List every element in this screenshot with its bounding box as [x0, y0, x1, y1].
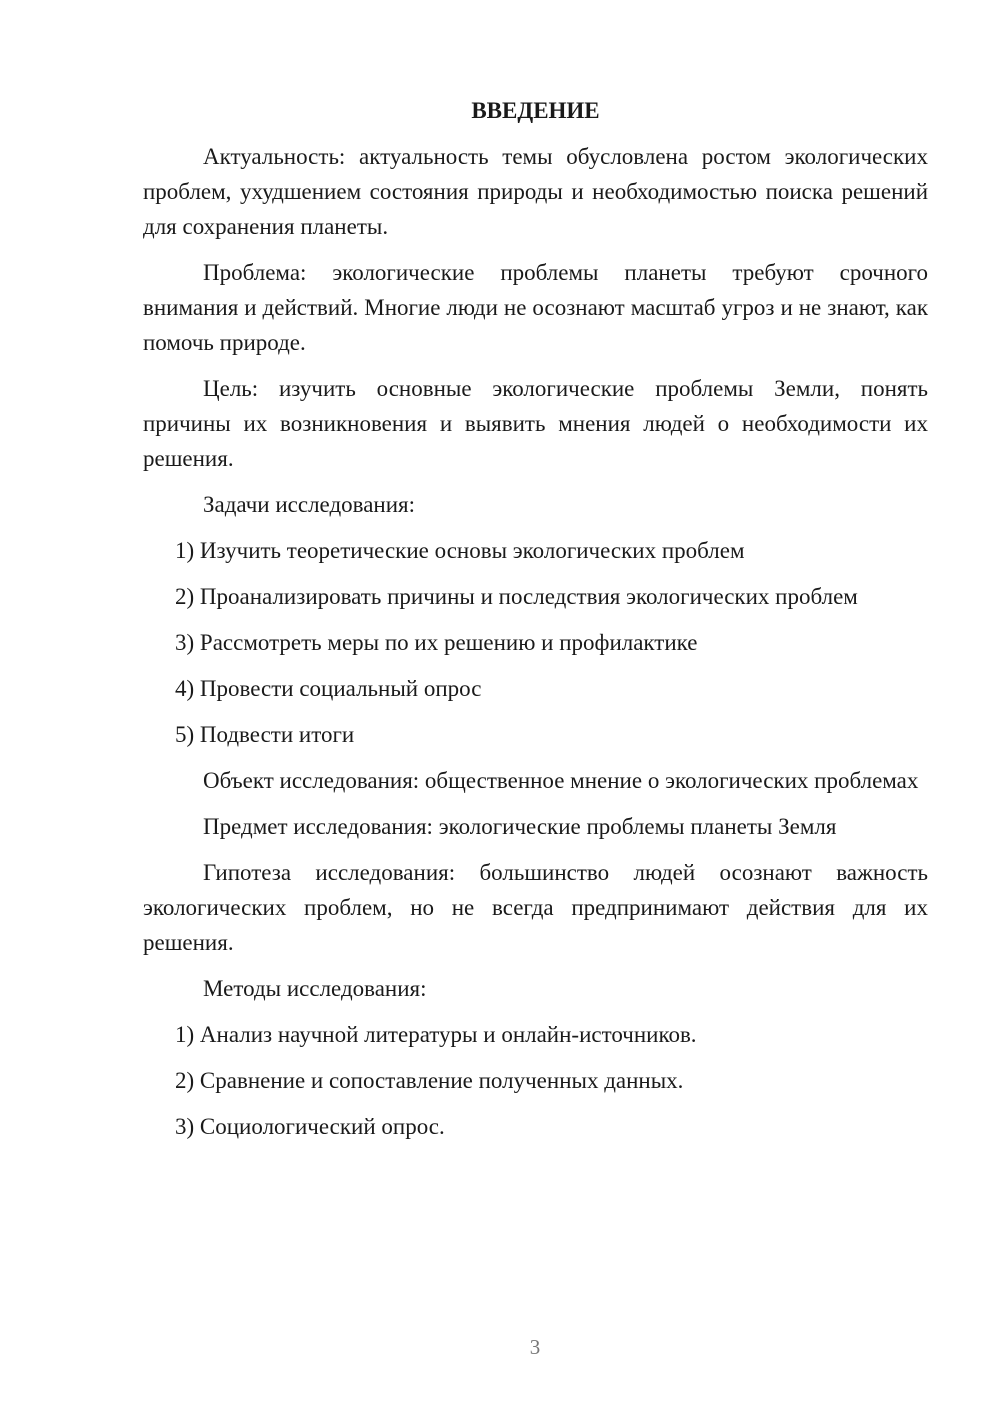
list-item: 2) Проанализировать причины и последствия экологических проблем — [175, 584, 858, 609]
page-number: 3 — [529, 1335, 541, 1359]
list-item: 1) Изучить теоретические основы экологических проблем — [175, 538, 745, 563]
document-body — [143, 96, 928, 1155]
list-item: 4) Провести социальный опрос — [175, 676, 482, 701]
problem-paragraph: Проблема: экологические проблемы планеты требуют срочного внимания и действий. Многие люди не осознают масштаб угроз и не знают, как помочь природе. — [143, 260, 928, 355]
relevance-paragraph: Актуальность: актуальность темы обусловлена ростом экологических проблем, ухудшением состояния природы и необходимостью поиска решений для сохранения планеты. — [143, 144, 928, 239]
subject-paragraph: Предмет исследования: экологические проблемы планеты Земля — [203, 814, 837, 839]
list-item: 1) Анализ научной литературы и онлайн-источников. — [175, 1022, 697, 1047]
goal-paragraph: Цель: изучить основные экологические проблемы Земли, понять причины их возникновения и выявить мнения людей о необходимости их решения. — [143, 376, 928, 471]
hypothesis-paragraph: Гипотеза исследования: большинство людей осознают важность экологических проблем, но не всегда предпринимают действия для их решения. — [143, 860, 928, 955]
list-item: 5) Подвести итоги — [175, 722, 355, 747]
tasks-list — [143, 533, 928, 752]
methods-list — [143, 1017, 928, 1144]
list-item: 3) Социологический опрос. — [175, 1114, 445, 1139]
tasks-label: Задачи исследования: — [203, 492, 416, 517]
section-heading: ВВЕДЕНИЕ — [471, 98, 600, 123]
object-paragraph: Объект исследования: общественное мнение о экологических проблемах — [203, 768, 919, 793]
list-item: 2) Сравнение и сопоставление полученных данных. — [175, 1068, 684, 1093]
list-item: 3) Рассмотреть меры по их решению и профилактике — [175, 630, 698, 655]
methods-label: Методы исследования: — [203, 976, 427, 1001]
